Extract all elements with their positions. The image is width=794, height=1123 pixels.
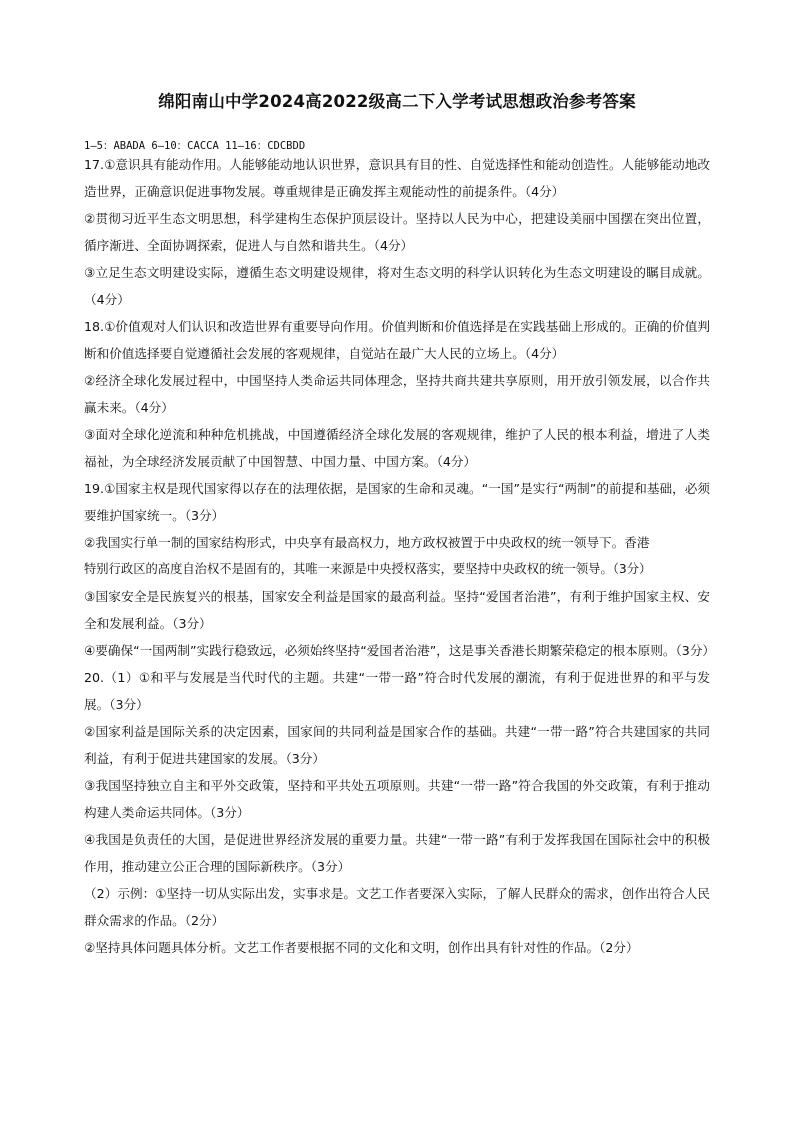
answer-paragraph-q20-1-1: 20.（1）①和平与发展是当代时代的主题。共建“一带一路”符合时代发展的潮流，有利于促进世界的和平与发展。（3分） [84, 670, 710, 712]
answer-paragraph-q18-3: ③面对全球化逆流和种种危机挑战，中国遵循经济全球化发展的客观规律，维护了人民的根本利益，增进了人类福祉，为全球经济发展贡献了中国智慧、中国力量、中国方案。（4分） [84, 427, 710, 469]
answer-paragraph-q19-2a: ②我国实行单一制的国家结构形式，中央享有最高权力，地方政权被置于中央政权的统一领导下。香港 [84, 535, 650, 550]
answer-paragraph-q20-1-4: ④我国是负责任的大国，是促进世界经济发展的重要力量。共建“一带一路”有利于发挥我国在国际社会中的积极作用，推动建立公正合理的国际新秩序。（3分） [84, 832, 710, 874]
page-title: 绵阳南山中学2024高2022级高二下入学考试思想政治参考答案 [158, 92, 636, 111]
answer-paragraph-q20-2-2: ②坚持具体问题具体分析。文艺工作者要根据不同的文化和文明，创作出具有针对性的作品。（2分） [84, 940, 639, 955]
answer-paragraph-q19-4: ④要确保“一国两制”实践行稳致远，必须始终坚持“爱国者治港”，这是事关香港长期繁荣稳定的根本原则。（3分） [84, 643, 716, 658]
answer-body [84, 151, 716, 961]
multiple-choice-answers: 1—5：ABADA 6—10：CACCA 11—16：CDCBDD [84, 140, 306, 152]
answer-paragraph-q19-1: 19.①国家主权是现代国家得以存在的法理依据，是国家的生命和灵魂。“一国”是实行“两制”的前提和基础，必须要维护国家统一。（3分） [84, 481, 710, 523]
answer-paragraph-q20-1-3: ③我国坚持独立自主和平外交政策，坚持和平共处五项原则。共建“一带一路”符合我国的外交政策，有利于推动构建人类命运共同体。（3分） [84, 778, 710, 820]
answer-paragraph-q20-2-1: （2）示例：①坚持一切从实际出发，实事求是。文艺工作者要深入实际，了解人民群众的需求，创作出符合人民群众需求的作品。（2分） [84, 886, 710, 928]
answer-paragraph-q19-2b: 特别行政区的高度自治权不是固有的，其唯一来源是中央授权落实，要坚持中央政权的统一领导。（3分） [84, 562, 652, 576]
answer-paragraph-q19-3: ③国家安全是民族复兴的根基，国家安全利益是国家的最高利益。坚持“爱国者治港”，有利于维护国家主权、安全和发展利益。（3分） [84, 589, 710, 631]
answer-paragraph-q17-1: 17.①意识具有能动作用。人能够能动地认识世界，意识具有目的性、自觉选择性和能动创造性。人能够能动地改造世界，正确意识促进事物发展。尊重规律是正确发挥主观能动性的前提条件。（4分） [84, 157, 710, 199]
answer-paragraph-q18-2: ②经济全球化发展过程中，中国坚持人类命运共同体理念，坚持共商共建共享原则，用开放引领发展，以合作共赢未来。（4分） [84, 373, 710, 415]
answer-paragraph-q17-3: ③立足生态文明建设实际，遵循生态文明建设规律，将对生态文明的科学认识转化为生态文明建设的瞩目成就。（4分） [84, 265, 710, 307]
answer-paragraph-q20-1-2: ②国家利益是国际关系的决定因素，国家间的共同利益是国家合作的基础。共建“一带一路”符合共建国家的共同利益，有利于促进共建国家的发展。（3分） [84, 724, 710, 766]
answer-paragraph-q17-2: ②贯彻习近平生态文明思想，科学建构生态保护顶层设计。坚持以人民为中心，把建设美丽中国摆在突出位置，循序渐进、全面协调探索，促进人与自然和谐共生。（4分） [84, 211, 710, 253]
answer-paragraph-q18-1: 18.①价值观对人们认识和改造世界有重要导向作用。价值判断和价值选择是在实践基础上形成的。正确的价值判断和价值选择要自觉遵循社会发展的客观规律，自觉站在最广大人民的立场上。（4分） [84, 319, 710, 361]
